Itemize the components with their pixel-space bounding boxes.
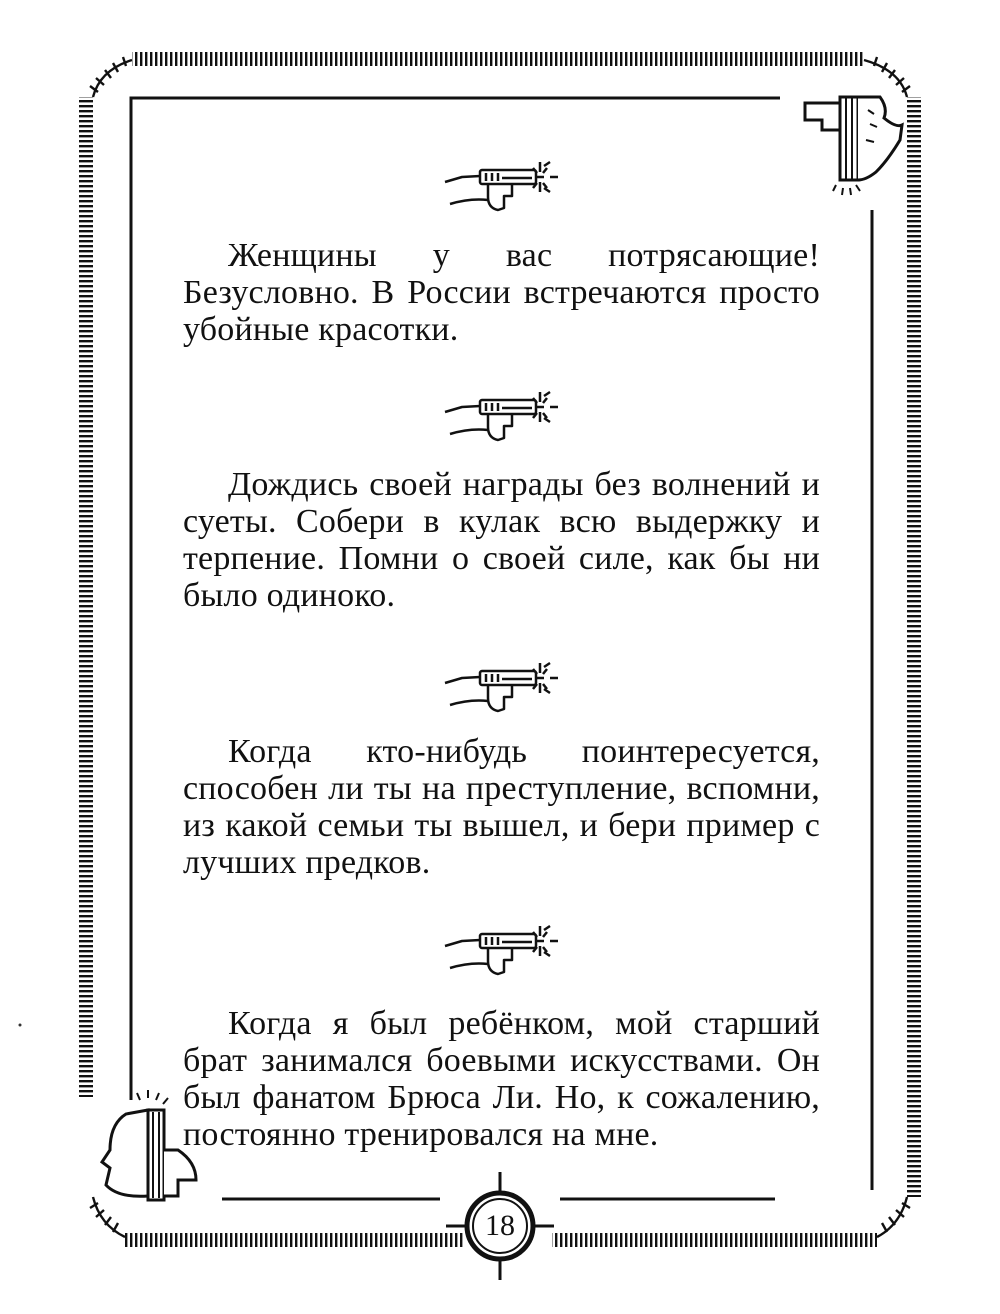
- pistol-divider-icon: [440, 653, 560, 719]
- paragraph: Женщины у вас потрясающие! Безусловно. В России встречаются просто убойные красотки.: [183, 237, 820, 348]
- gun-silhouette-icon: [102, 1090, 196, 1200]
- pistol-divider-icon: [440, 382, 560, 448]
- gun-silhouette-icon: [805, 97, 902, 195]
- paragraph: Когда я был ребёнком, мой старший брат занимался боевыми искусствами. Он был фанатом Брюса Ли. Но, к сожалению, постоянно тренировался на мне.: [183, 1005, 820, 1153]
- pistol-divider-icon: [440, 152, 560, 218]
- pistol-divider-icon: [440, 916, 560, 982]
- paragraph: Когда кто-нибудь поинтересуется, способен ли ты на преступление, вспомни, из какой семьи ты вышел, и бери пример с лучших предков.: [183, 733, 820, 881]
- page-number: 18: [485, 1209, 515, 1242]
- paragraph: Дождись своей награды без волнений и суеты. Собери в кулак всю выдержку и терпение. Помни о своей силе, как бы ни было одиноко.: [183, 466, 820, 614]
